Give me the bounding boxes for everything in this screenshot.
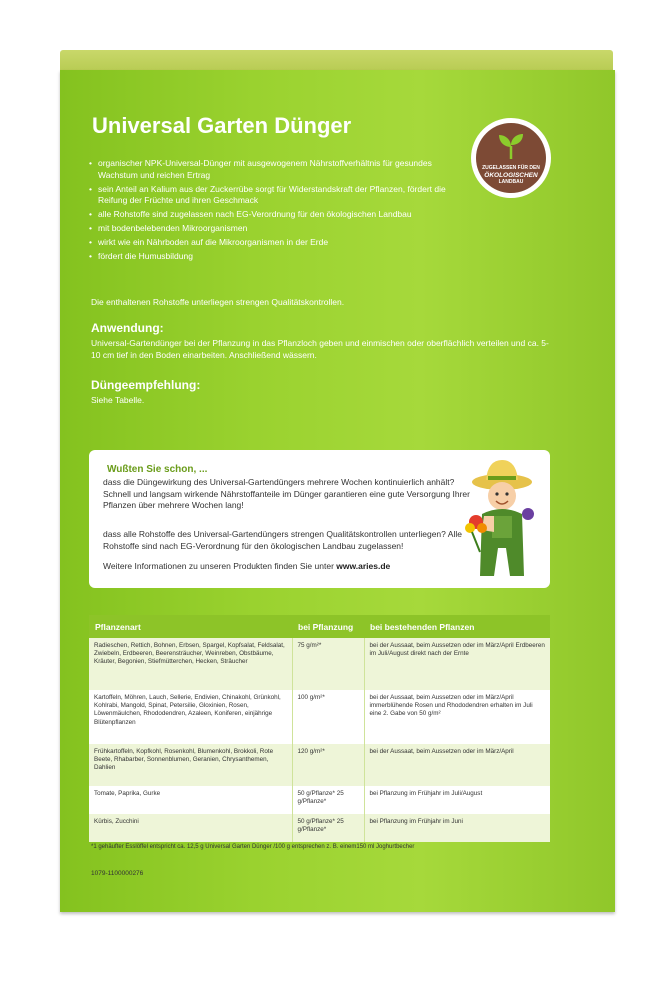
feature-item: • wirkt wie ein Nährboden auf die Mikroorganismen in der Erde — [89, 237, 469, 249]
box-top-flap — [60, 50, 613, 72]
info-more — [103, 561, 473, 573]
table-row — [89, 786, 550, 814]
table-cell-plants: Kartoffeln, Möhren, Lauch, Sellerie, Endivien, Chinakohl, Grünkohl, Kohlrabi, Mangold, Spinat, Petersilie, Gloxinien, Rosen, Löwenmäulchen, Rhododendren, Azaleen, Koniferen, einjährige Blütenpflanzen — [94, 694, 281, 726]
table-cell-planting: 120 g/m²* — [292, 744, 364, 786]
table-cell-planting: 100 g/m²* — [292, 690, 364, 744]
table-cell-plants: Kürbis, Zucchini — [89, 814, 292, 842]
empfehlung-heading: Düngeempfehlung: — [91, 378, 201, 392]
table-header-existing: bei bestehenden Pflanzen — [364, 615, 550, 638]
table-header-plants: Pflanzenart — [89, 615, 292, 638]
dosage-table — [89, 615, 550, 842]
product-title: Universal Garten Dünger — [92, 113, 352, 138]
table-row — [89, 814, 550, 842]
gardener-mascot-icon — [458, 456, 544, 586]
info-paragraph-1: dass die Düngewirkung des Universal-Gartendüngers mehrere Wochen kontinuierlich anhält? Schnell und langsam wirkende Nährstoffanteile im Dünger garantieren eine gute Versorgung Ihrer Pflanzen über mehrere Wochen lang! — [103, 477, 470, 510]
table-cell-planting: 75 g/m²* — [292, 638, 364, 690]
table-cell-existing: bei der Aussaat, beim Aussetzen oder im März/April Erdbeeren im Juli/August direkt nach der Ernte — [364, 638, 550, 690]
table-cell-plants: Radieschen, Rettich, Bohnen, Erbsen, Spargel, Kopfsalat, Feldsalat, Zwiebeln, Erdbeeren, Beerensträucher, Weinreben, Obstbäume, Kräuter, Begonien, Stiefmütterchen, Hecken, Sträucher — [89, 638, 292, 690]
table-cell-existing: bei der Aussaat, beim Aussetzen oder im März/April immerblühende Rosen und Rhododendren erhalten im Juli eine 2. Gabe von 50 g/m² — [364, 690, 550, 744]
table-header-planting: bei Pflanzung — [292, 615, 364, 638]
badge-line-3: LANDBAU — [498, 178, 524, 185]
table-row — [89, 690, 550, 744]
badge-line-2: ÖKOLOGISCHEN — [484, 171, 538, 179]
table-row — [89, 638, 550, 690]
feature-item: • sein Anteil an Kalium aus der Zuckerrübe sorgt für Widerstandskraft der Pflanzen, fördert die Reifung der Früchte und ihren Geschmack — [89, 184, 469, 207]
info-box — [89, 450, 550, 588]
badge-line-1: ZUGELASSEN FÜR DEN — [482, 165, 540, 171]
sprout-icon — [496, 131, 526, 161]
quality-note: Die enthaltenen Rohstoffe unterliegen strengen Qualitätskontrollen. — [91, 297, 345, 307]
feature-list — [89, 158, 469, 265]
anwendung-text: Universal-Gartendünger bei der Pflanzung in das Pflanzloch geben und einmischen oder oberflächlich verteilen und ca. 5-10 cm tief in den Boden einarbeiten. Anschließend wässern. — [91, 338, 549, 360]
info-more-text: Weitere Informationen zu unseren Produkten finden Sie unter — [103, 561, 337, 571]
table-cell-planting: 50 g/Pflanze* 25 g/Pflanze* — [292, 786, 364, 814]
website-link[interactable]: www.aries.de — [336, 561, 391, 571]
table-cell-plants: Frühkartoffeln, Kopfkohl, Rosenkohl, Blumenkohl, Brokkoli, Rote Beete, Rhabarber, Sonnenblumen, Geranien, Chrysanthemen, Dahlien — [89, 744, 292, 786]
empfehlung-text: Siehe Tabelle. — [91, 395, 145, 405]
info-title: Wußten Sie schon, ... — [107, 464, 208, 475]
feature-item: • fördert die Humusbildung — [89, 251, 469, 263]
table-cell-existing: bei der Aussaat, beim Aussetzen oder im März/April — [364, 744, 550, 786]
table-row — [89, 744, 550, 786]
anwendung-heading: Anwendung: — [91, 321, 164, 335]
organic-badge — [471, 118, 551, 198]
table-cell-plants: Tomate, Paprika, Gurke — [94, 790, 161, 797]
footnote: *1 gehäufter Esslöffel entspricht ca. 12,5 g Universal Garten Dünger /100 g entsprechen z. B. einem150 ml Joghurtbecher — [91, 844, 415, 850]
feature-item: • alle Rohstoffe sind zugelassen nach EG-Verordnung für den ökologischen Landbau — [89, 209, 469, 221]
feature-item: • organischer NPK-Universal-Dünger mit ausgewogenem Nährstoffverhältnis für gesundes Wachstum und reichen Ertrag — [89, 158, 469, 181]
feature-item: • mit bodenbelebenden Mikroorganismen — [89, 223, 469, 235]
table-cell-planting: 50 g/Pflanze* 25 g/Pflanze* — [292, 814, 364, 842]
info-paragraph-2: dass alle Rohstoffe des Universal-Gartendüngers strengen Qualitätskontrollen unterliegen? Alle Rohstoffe sind nach EG-Verordnung für den ökologischen Landbau zugelassen! — [103, 529, 462, 551]
table-cell-existing: bei Pflanzung im Frühjahr im Juni — [364, 814, 550, 842]
table-cell-existing: bei Pflanzung im Frühjahr im Juli/August — [364, 786, 550, 814]
product-code: 1079-1100000276 — [91, 870, 144, 877]
